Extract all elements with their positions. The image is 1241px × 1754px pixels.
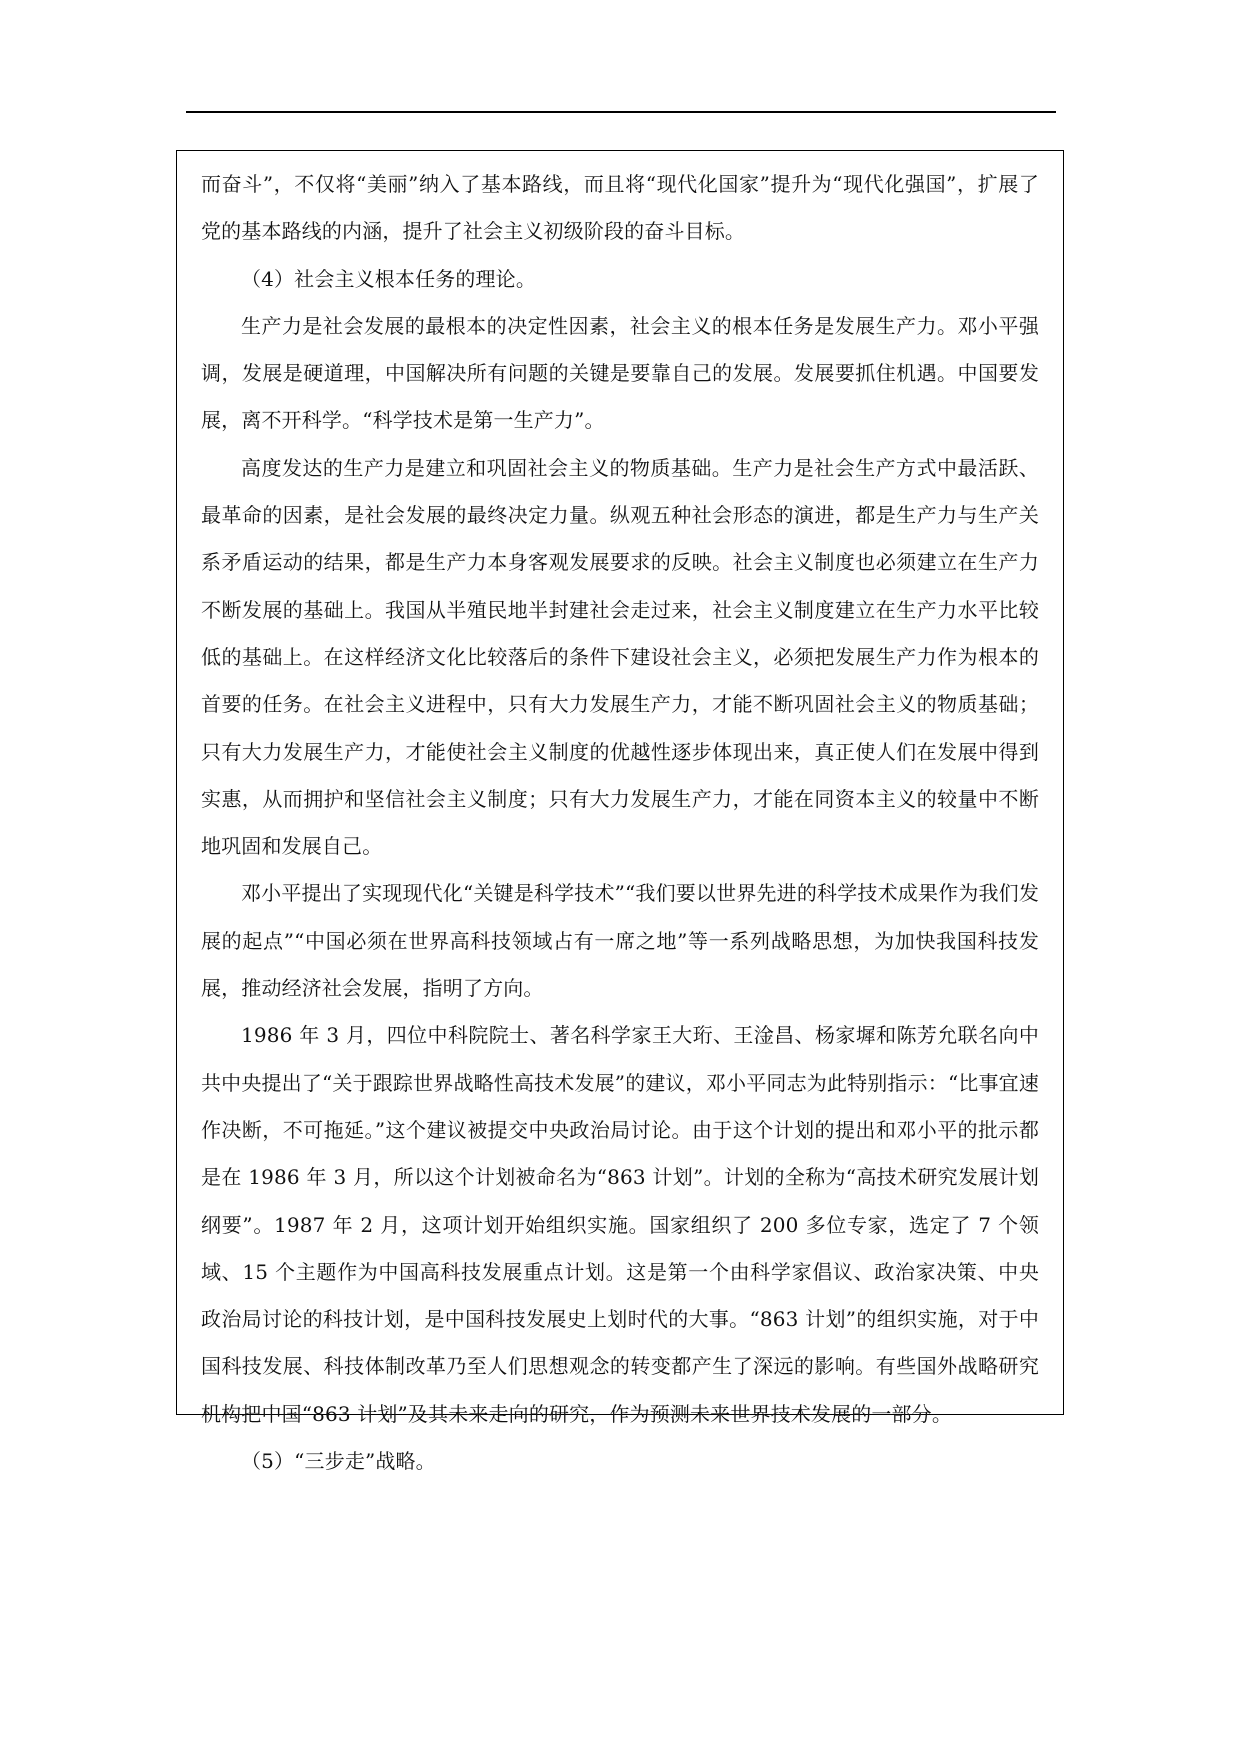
header-rule [186,111,1056,113]
content-table-cell [176,150,1064,1474]
section-heading-4: （4）社会主义根本任务的理论。 [241,266,536,291]
paragraph-science-technology: 邓小平提出了实现现代化“关键是科学技术”“我们要以世界先进的科学技术成果作为我们发展的起点”“中国必须在世界高科技领域占有一席之地”等一系列战略思想，为加快我国科技发展，推动经济社会发展，指明了方向。 [201,881,1039,1001]
paragraph-continuation: 而奋斗”，不仅将“美丽”纳入了基本路线，而且将“现代化国家”提升为“现代化强国”，扩展了党的基本路线的内涵，提升了社会主义初级阶段的奋斗目标。 [201,172,1039,244]
paragraph-productivity: 生产力是社会发展的最根本的决定性因素，社会主义的根本任务是发展生产力。邓小平强调，发展是硬道理，中国解决所有问题的关键是要靠自己的发展。发展要抓住机遇。中国要发展，离不开科学。“科学技术是第一生产力”。 [201,313,1039,433]
paragraph-863-plan: 1986 年 3 月，四位中科院院士、著名科学家王大珩、王淦昌、杨家墀和陈芳允联名向中共中央提出了“关于跟踪世界战略性高技术发展”的建议，邓小平同志为此特别指示：“比事宜速作决断，不可拖延。”这个建议被提交中央政治局讨论。由于这个计划的提出和邓小平的批示都是在 1986 年 3 月，所以这个计划被命名为“863 计划”。计划的全称为“高技术研究发展计划纲要”。1987 年 2 月，这项计划开始组织实施。国家组织了 200 多位专家，选定了 7 个领域、15 个主题作为中国高科技发展重点计划。这是第一个由科学家倡议、政治家决策、中央政治局讨论的科技计划，是中国科技发展史上划时代的大事。“863 计划”的组织实施，对于中国科技发展、科技体制改革乃至人们思想观念的转变都产生了深远的影响。有些国外战略研究机构把中国“863 计划”及其未来走向的研究，作为预测未来世界技术发展的一部分。 [201,1023,1039,1426]
paragraph-material-basis: 高度发达的生产力是建立和巩固社会主义的物质基础。生产力是社会生产方式中最活跃、最革命的因素，是社会发展的最终决定力量。纵观五种社会形态的演进，都是生产力与生产关系矛盾运动的结果，都是生产力本身客观发展要求的反映。社会主义制度也必须建立在生产力不断发展的基础上。我国从半殖民地半封建社会走过来，社会主义制度建立在生产力水平比较低的基础上。在这样经济文化比较落后的条件下建设社会主义，必须把发展生产力作为根本的首要的任务。在社会主义进程中，只有大力发展生产力，才能不断巩固社会主义的物质基础；只有大力发展生产力，才能使社会主义制度的优越性逐步体现出来，真正使人们在发展中得到实惠，从而拥护和坚信社会主义制度；只有大力发展生产力，才能在同资本主义的较量中不断地巩固和发展自己。 [201,455,1039,859]
section-heading-5: （5）“三步走”战略。 [241,1449,436,1474]
